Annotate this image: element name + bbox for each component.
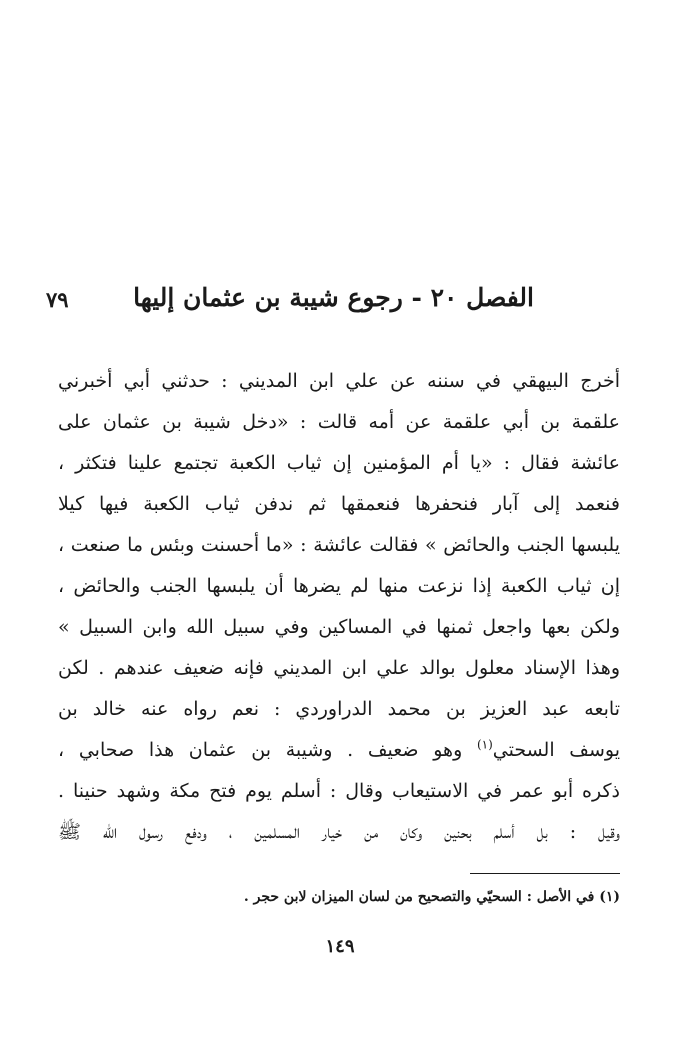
text-line-7: ولكن بعها واجعل ثمنها في المساكين وفي سبيل الله وابن السبيل » [58, 616, 620, 638]
text-line-1: أخرج البيهقي في سننه عن علي ابن المديني : حدثني أبي أخبرني [58, 370, 620, 392]
text-line-10 [58, 730, 620, 771]
text-line-4: فنعمد إلى آبار فنحفرها فنعمقها ثم ندفن ثياب الكعبة فيها كيلا [58, 493, 620, 515]
footnote-text: (١) في الأصل : السحيّي والتصحيح من لسان الميزان لابن حجر . [243, 889, 620, 905]
main-text [58, 361, 620, 853]
text-line-12: وقيل : بل أسلم بحنين وكان من خيار المسلمين ، ودفع رسول الله ﷺ [58, 821, 620, 843]
text-line-10-start: يوسف السحتي [492, 739, 620, 761]
footnote-reference[interactable]: (١) [476, 737, 493, 752]
page-number: ١٤٩ [325, 936, 355, 957]
text-line-8: وهذا الإسناد معلول بوالد علي ابن المديني فإنه ضعيف عندهم . لكن [58, 657, 620, 679]
text-line-6: إن ثياب الكعبة إذا نزعت منها لم يضرها أن يلبسها الجنب والحائض ، [58, 575, 620, 597]
header-page-number: ٧٩ [46, 287, 69, 312]
text-line-5: يلبسها الجنب والحائض » فقالت عائشة : «ما أحسنت وبئس ما صنعت ، [58, 534, 620, 556]
text-line-10-end: وهو ضعيف . وشيبة بن عثمان هذا صحابي ، [58, 739, 477, 761]
text-line-3: عائشة فقال : «يا أم المؤمنين إن ثياب الكعبة تجتمع علينا فتكثر ، [58, 452, 620, 474]
chapter-title: الفصل ٢٠ - رجوع شيبة بن عثمان إليها [133, 283, 534, 312]
text-line-9: تابعه عبد العزيز بن محمد الدراوردي : نعم رواه عنه خالد بن [58, 698, 620, 720]
text-line-2: علقمة بن أبي علقمة عن أمه قالت : «دخل شيبة بن عثمان على [58, 411, 620, 433]
text-line-11: ذكره أبو عمر في الاستيعاب وقال : أسلم يوم فتح مكة وشهد حنينا . [58, 780, 620, 802]
footnote-divider [470, 873, 620, 874]
